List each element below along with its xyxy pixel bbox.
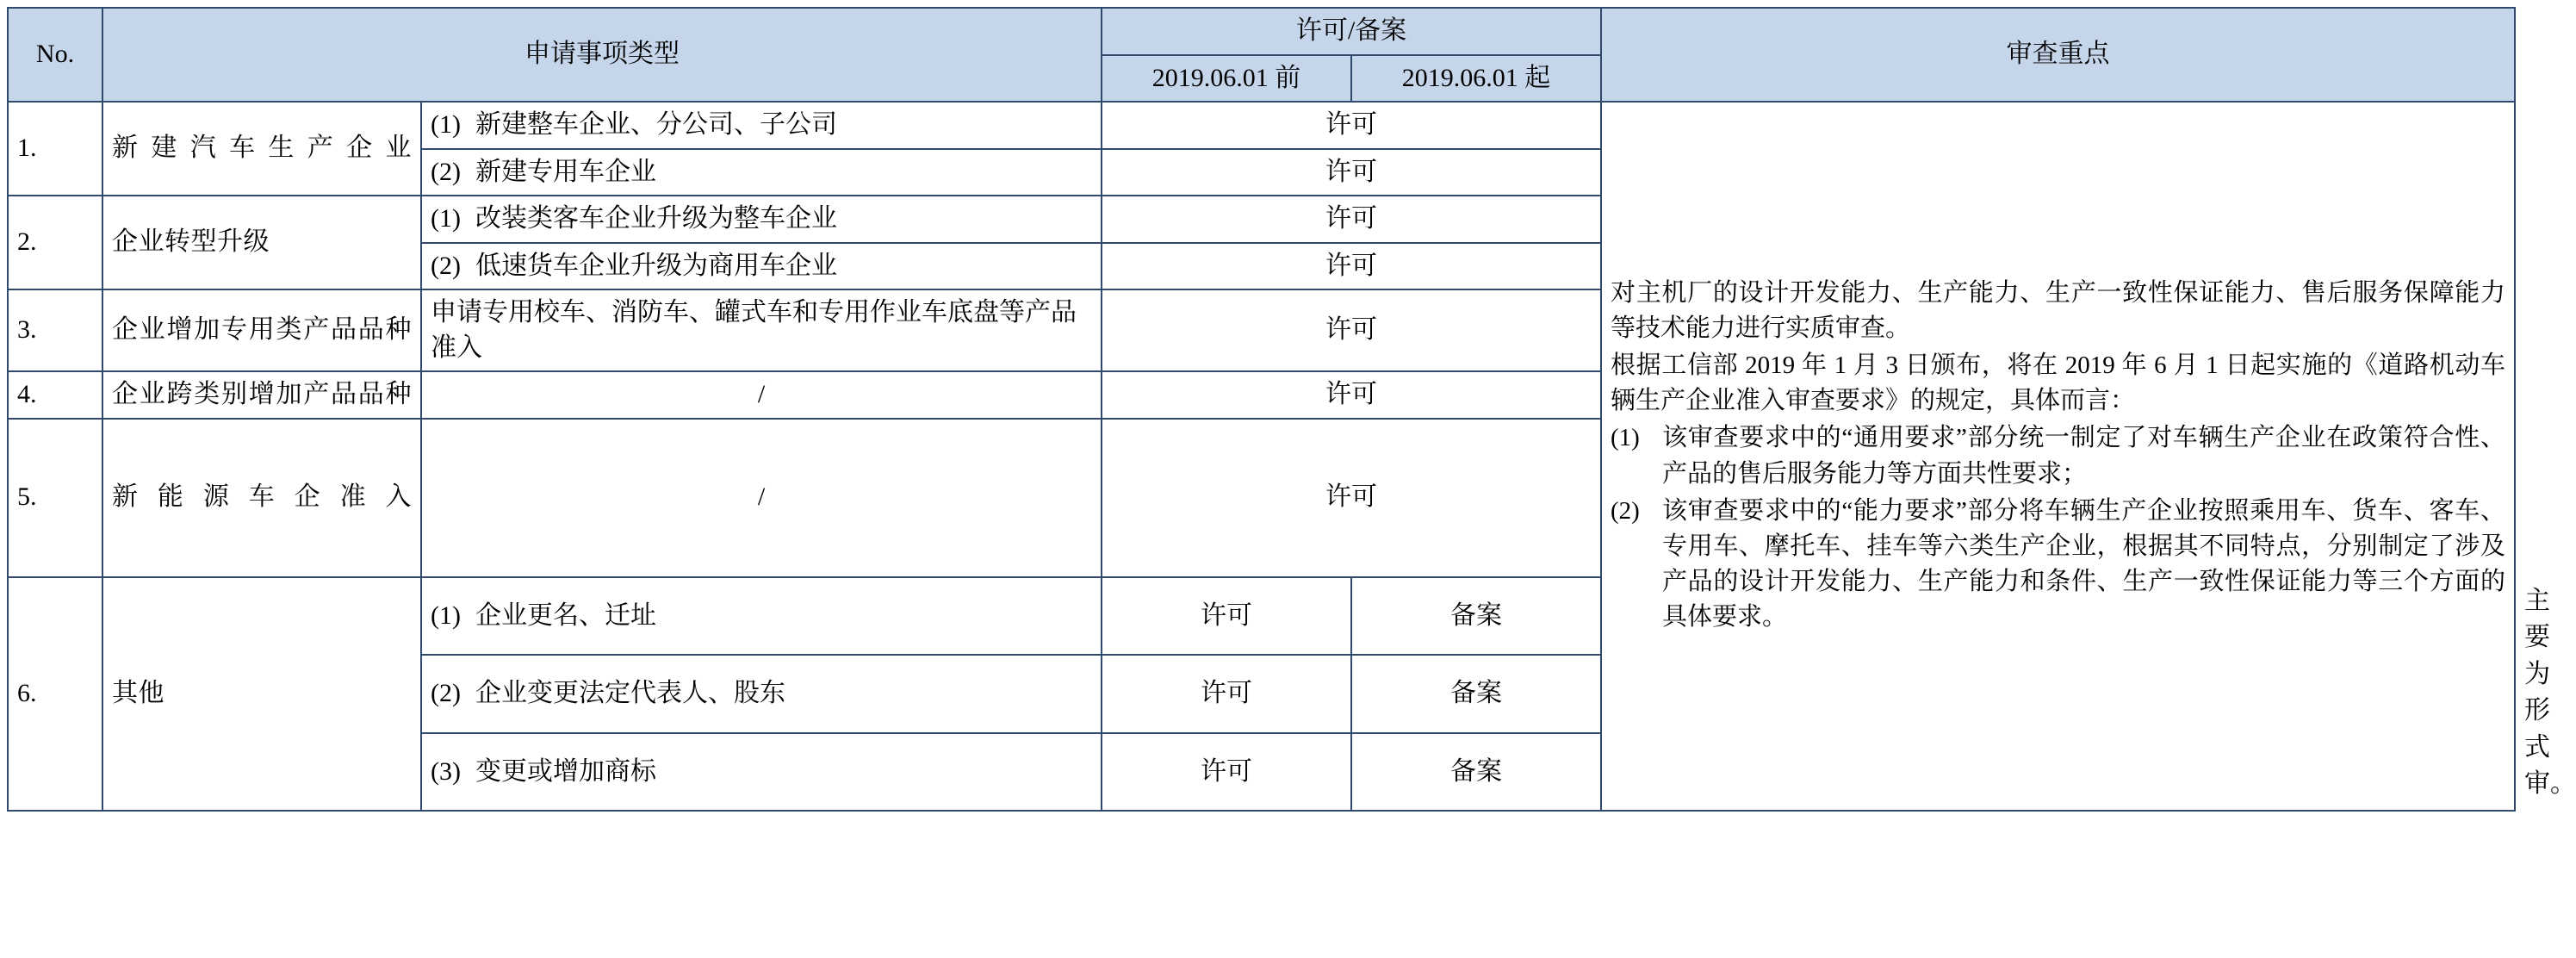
review-list-item-1 (1611, 420, 2505, 491)
row-item (421, 733, 1102, 812)
row-item: 申请专用校车、消防车、罐式车和专用作业车底盘等产品准入 (421, 289, 1102, 371)
row-item (421, 149, 1102, 196)
item-text: 新建整车企业、分公司、子公司 (475, 110, 837, 139)
item-number: (3) (431, 756, 461, 786)
row-status: 许可 (1102, 243, 1601, 290)
header-row-1 (8, 8, 2515, 55)
header-permit-after: 2019.06.01 起 (1351, 55, 1601, 103)
item-text: 低速货车企业升级为商用车企业 (475, 251, 837, 280)
row-status: 许可 (1102, 419, 1601, 577)
row-status-after: 备案 (1351, 577, 1601, 656)
item-number: (2) (431, 157, 461, 186)
row-no: 6. (8, 577, 102, 812)
row-no: 2. (8, 196, 102, 289)
row-item: / (421, 371, 1102, 419)
item-text: 变更或增加商标 (475, 756, 656, 786)
item-number: (1) (431, 110, 461, 139)
row-status: 许可 (1102, 149, 1601, 196)
item-number: (2) (431, 251, 461, 280)
row-no: 1. (8, 102, 102, 196)
header-review: 审查重点 (1601, 8, 2515, 102)
row-item (421, 196, 1102, 243)
item-text: 企业变更法定代表人、股东 (475, 679, 785, 708)
table-row (8, 102, 2515, 149)
item-text: 新建专用车企业 (475, 157, 656, 186)
row-status: 许可 (1102, 102, 1601, 149)
row-item (421, 577, 1102, 656)
review-item-2-marker: (2) (1611, 496, 1640, 525)
row-no: 5. (8, 419, 102, 577)
row-item (421, 102, 1102, 149)
table-header (8, 8, 2515, 102)
row-status: 许可 (1102, 289, 1601, 371)
item-number: (1) (431, 204, 461, 233)
review-item-1-marker: (1) (1611, 424, 1640, 452)
item-number: (2) (431, 679, 461, 708)
row-status: 许可 (1102, 196, 1601, 243)
application-matters-table (7, 7, 2576, 812)
row-item (421, 243, 1102, 290)
row-category: 其他 (102, 577, 421, 812)
row-no: 3. (8, 289, 102, 371)
row-category: 企业跨类别增加产品品种 (102, 371, 421, 419)
row-no: 4. (8, 371, 102, 419)
review-item-2-text: 该审查要求中的“能力要求”部分将车辆生产企业按照乘用车、货车、客车、专用车、摩托车、挂车等六类生产企业，根据其不同特点，分别制定了涉及产品的设计开发能力、生产能力和条件、生产一致性保证能力等三个方面的具体要求。 (1662, 496, 2505, 631)
review-focus-main (1601, 102, 2515, 811)
row-category: 企业转型升级 (102, 196, 421, 289)
row-status-before: 许可 (1102, 655, 1351, 733)
table-row: 6. 其他 (1) 企业更名、迁址 许可 备案 主要为形式审。 (8, 577, 2515, 656)
review-item-1-text: 该审查要求中的“通用要求”部分统一制定了对车辆生产企业在政策符合性、产品的售后服务能力等方面共性要求； (1662, 424, 2505, 488)
item-number: (1) (431, 600, 461, 630)
header-no: No. (8, 8, 102, 102)
item-text: 改装类客车企业升级为整车企业 (475, 204, 837, 233)
row-item: / (421, 419, 1102, 577)
row-category: 企业增加专用类产品品种 (102, 289, 421, 371)
row-status-before: 许可 (1102, 733, 1351, 812)
row-status-before: 许可 (1102, 577, 1351, 656)
review-paragraph-2: 根据工信部 2019 年 1 月 3 日颁布，将在 2019 年 6 月 1 日起实施的《道路机动车辆生产企业准入审查要求》的规定，具体而言： (1611, 351, 2505, 415)
row-item (421, 655, 1102, 733)
row-status: 许可 (1102, 371, 1601, 419)
review-list-item-2 (1611, 494, 2505, 636)
row-status-after: 备案 (1351, 733, 1601, 812)
review-paragraph-1: 对主机厂的设计开发能力、生产能力、生产一致性保证能力、售后服务保障能力等技术能力进行实质审查。 (1611, 278, 2505, 342)
header-permit-before: 2019.06.01 前 (1102, 55, 1351, 103)
row-category: 新能源车企准入 (102, 419, 421, 577)
header-permit-group: 许可/备案 (1102, 8, 1601, 55)
table-body (8, 102, 2576, 811)
row-category: 新建汽车生产企业 (102, 102, 421, 196)
document-page (0, 7, 2576, 958)
header-category: 申请事项类型 (102, 8, 1102, 102)
row-status-after: 备案 (1351, 655, 1601, 733)
item-text: 企业更名、迁址 (475, 600, 656, 630)
